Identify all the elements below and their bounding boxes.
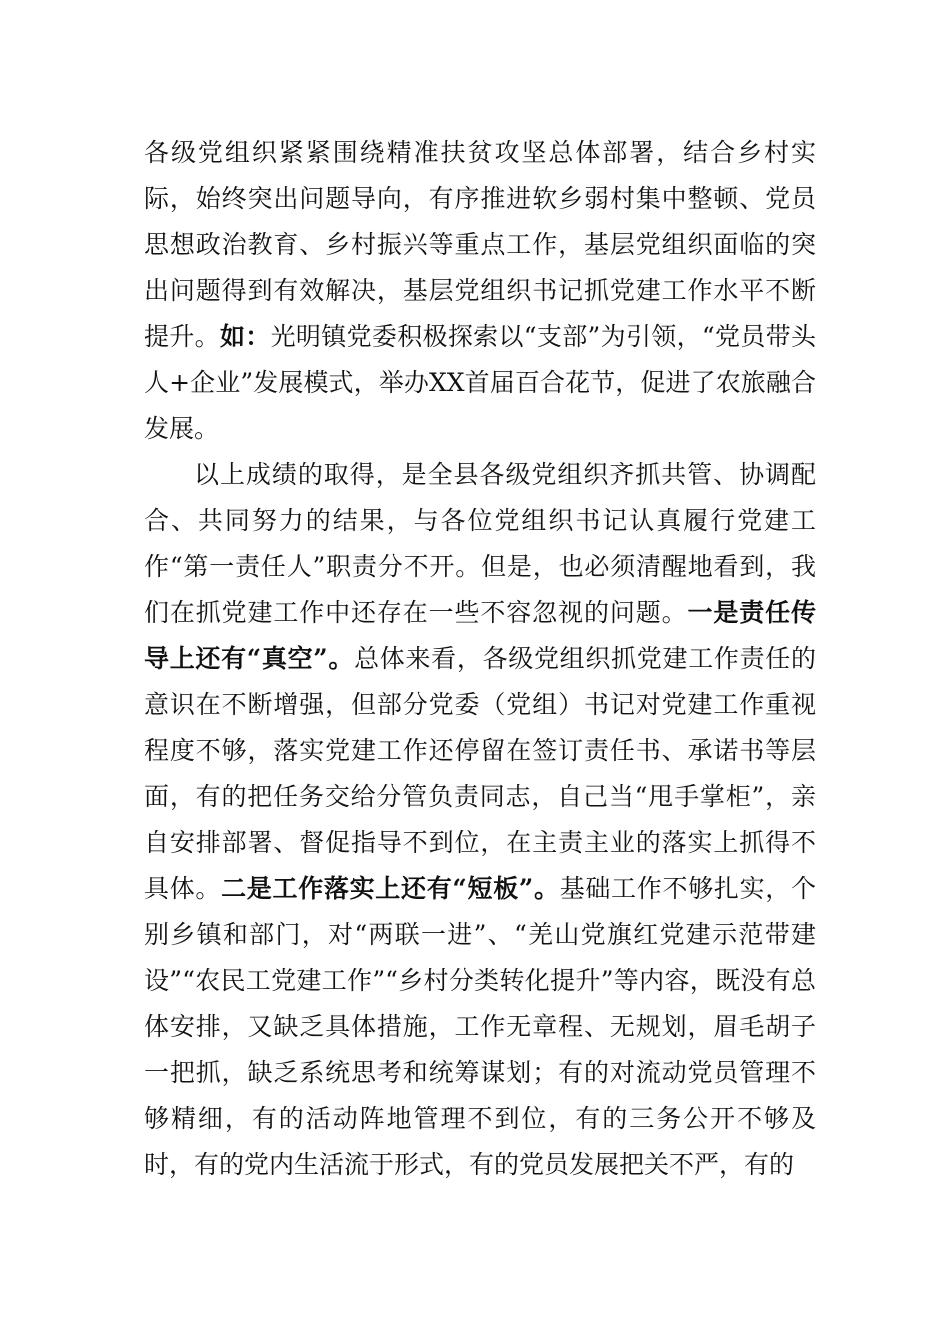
document-body bbox=[144, 130, 816, 1188]
paragraph-1-text: 各级党组织紧紧围绕精准扶贫攻坚总体部署，结合乡村实际，始终突出问题导向，有序推进软乡弱村集中整顿、党员思想政治教育、乡村振兴等重点工作，基层党组织面临的突出问题得到有效解决，基层党组织书记抓党建工作水平不断提升。 bbox=[144, 138, 816, 351]
point-1-title: 一是责任传导上还有“真空”。 bbox=[144, 598, 816, 673]
point-2-text: 基础工作不够扎实，个别乡镇和部门，对“两联一进”、“羌山党旗红党建示范带建设”“农民工党建工作”“乡村分类转化提升”等内容，既没有总体安排，又缺乏具体措施，工作无章程、无规划，眉毛胡子一把抓，缺乏系统思考和统筹谋划；有的对流动党员管理不够精细，有的活动阵地管理不到位，有的三务公开不够及时，有的党内生活流于形式，有的党员发展把关不严，有的 bbox=[144, 874, 816, 1179]
example-label: 如： bbox=[219, 322, 271, 351]
point-2-title: 二是工作落实上还有“短板”。 bbox=[221, 874, 560, 903]
point-1-text: 总体来看，各级党组织抓党建工作责任的意识在不断增强，但部分党委（党组）书记对党建工作重视程度不够，落实党建工作还停留在签订责任书、承诺书等层面，有的把任务交给分管负责同志，自己当“甩手掌柜”，亲自安排部署、督促指导不到位，在主责主业的落实上抓得不具体。 bbox=[144, 644, 816, 903]
paragraph-2-intro: 以上成绩的取得，是全县各级党组织齐抓共管、协调配合、共同努力的结果，与各位党组织书记认真履行党建工作“第一责任人”职责分不开。但是，也必须清醒地看到，我们在抓党建工作中还存在一些不容忽视的问题。 bbox=[144, 460, 816, 627]
paragraph-2 bbox=[144, 452, 816, 1188]
example-text: 光明镇党委积极探索以“支部”为引领，“党员带头人+企业”发展模式，举办XX首届百合花节，促进了农旅融合发展。 bbox=[144, 322, 816, 443]
paragraph-1 bbox=[144, 130, 816, 452]
